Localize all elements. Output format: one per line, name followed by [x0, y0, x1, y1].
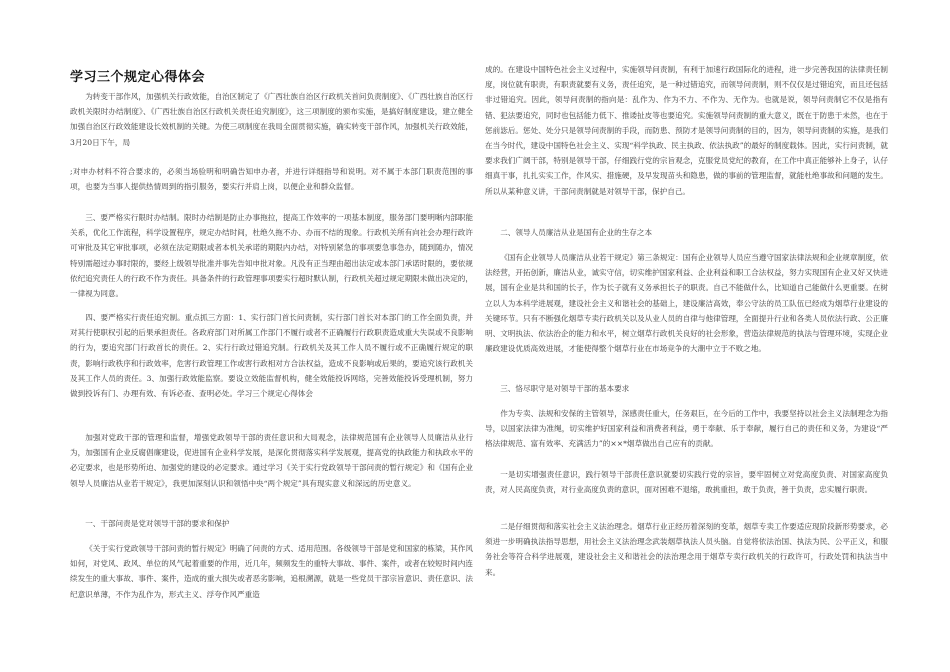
body-paragraph: 一是切实增强责任意识，践行领导干部责任意识就要切实践行党的宗旨，要牢固树立对党高度负责、对国家高度负责，对人民高度负责，对行业高度负责的意识，面对困难不退缩，敢挑重担，敢于负责，善于负责，忠实履行职责。 — [485, 470, 888, 495]
section-4-paragraph: 四、要严格实行责任追究制。重点抓三方面：1、实行部门首长问责制，实行部门首长对本部门的工作全面负责，并对其行使职权引起的后果承担责任。各政府部门对所属工作部门不履行或者不正确履行行政职责造成重大失误或不良影响的行为，要追究部门行政首长的责任。2、实行行政过错追究制。行政机关及其工作人员不履行或不正确履行规定的职责，影响行政秩序和行政效率，危害行政管理工作或害行政相对方合法权益，造成不良影响或后果的，要追究该行政机关及其工作人员的责任。3、加强行政效能监察。要设立效能监督机构，健全效能投诉网络，完善效能投诉受理机制，努力做到投诉有门、办理有效、有诉必查、查明必处。学习三个规定心得体会 — [70, 313, 473, 399]
document-title: 学习三个规定心得体会 — [70, 70, 206, 85]
section-heading-2: 二、领导人员廉洁从业是国有企业的生存之本 — [500, 228, 653, 237]
body-paragraph: 成的。在建设中国特色社会主义过程中，实施领导问责制，有利于加速行政国际化的进程，进一步完善我国的法律责任制度，岗位就有职责，有职责就要有义务，责任追究，是一种过错追究，而领导问责制，则不仅仅是过错追究，而且还包括非过错追究。因此，领导问责制的指向是：乱作为、作为不力、不作为、无作为。也就是说，领导问责制它不仅是指有错、犯法要追究，同时也包括能力低下、推诿扯皮等也要追究。实施领导问责制的重大意义，既在于防患于未然，也在于惩前毖后。惩处、处分只是领导问责制的手段，而防患、预防才是领导问责制的目的，因为，领导问责制的实施，是我们在当今时代，建设中国特色社会主义、实现“科学执政、民主执政、依法执政”的最好的制度载体。因此，实行问责制，就要求我们广阔干部，特别是领导干部，仔细践行党的宗旨观念，克服党员党纪的教育，在工作中真正能够补上身子，认仔细真干事，扎扎实实工作，作风实、措施硬，及早发现苗头和隐患，做的事前的管理监督，就能杜绝事故和问题的发生。所以从某种意义讲，干部问责制就是对领导干部，保护自己。 — [485, 65, 888, 196]
body-paragraph: 《关于实行党政领导干部问责的暂行规定》明确了问责的方式、适用范围。各级领导干部是党和国家的栋梁，其作风如何，对党风、政风、单位的风气起着重要的作用，近几年，频频发生的重特大事故、事件、案件，或者在较短时间内连续发生的重大事故、事件、案件，造成的重大损失或者恶劣影响，追根溯源，就是一些党员干部宗旨意识、责任意识、法纪意识单薄，不作为乱作为，形式主义、浮夸作风严重造 — [70, 544, 473, 599]
body-paragraph: 《国有企业领导人员廉洁从业若干规定》第三条规定：国有企业领导人员应当遵守国家法律法规和企业规章制度，依法经营，开拓创新，廉洁从业，诚实守信，切实维护国家利益、企业利益和职工合法权益，努力实现国有企业又好又快进展，国有企业是共和国的长子，作为长子就有义务承担长子的职责。自己不能做什么，比知道自己能做什么更重要。在树立以人为本科学进展观，建设社会主义和谐社会的基础上，建设廉洁高效，奉公守法的员工队伍已经成为烟草行业建设的关键环节。只有不断强化烟草专卖行政机关以及从业人员的自律与他律管理，全面提升行业和各类人员依法行政、公正廉明、文明执法、依法治企的能力和水平，树立烟草行政机关良好的社会形象，营造法律规范的执法与管理环境，实现企业廉政建设优质高效进展，才能使得整个烟草行业在市场竞争的大潮中立于不败之地。 — [485, 253, 888, 354]
intro-paragraph: 为转变干部作风，加强机关行政效能，自治区制定了《广西壮族自治区行政机关首问负责制度》、《广西壮族自治区行政机关限时办结制度》、《广西壮族自治区行政机关责任追究制度》，这三项制度的颁布实施，是搞好制度建设，建立健全加强自治区行政效能建设长效机制的关键。为使三项制度在我局全面贯彻实施，确实转变干部作风，加强机关行政效能，3月20日下午，局 — [70, 92, 473, 147]
section-3-paragraph: 三、要严格实行限时办结制。限时办结制是防止办事拖拉，提高工作效率的一项基本制度，服务部门要明晰内部职能关系，优化工作流程，科学设置程序，规定办结时间，杜绝久拖不办、办而不结的现象。行政机关所有向社会办理行政许可审批及其它审批事项，必须在法定期限或者本机关承诺的期限内办结，对特别紧急的事项要急事急办，随到随办，情况特别需超过办事时限的，要经上级领导批准并事先告知申批对象。凡没有正当理由超出法定或本部门承诺时限的，要依规依纪追究责任人的行政不作为责任。具备条件的行政管理事项要实行超时默认制，行政机关超过规定期限未做出决定的，一律视为同意。 — [70, 213, 473, 299]
body-paragraph: 作为专卖、法规和安保的主管领导，深感责任重大，任务艰巨，在今后的工作中，我要坚持以社会主义法制理念为指导，以国家法律为准绳，切实维护好国家利益和消费者利益，勇于奉献、乐于奉献，履行自己的责任和义务，为建设“严格法律规范、富有效率、充满活力”的××*烟草做出自己应有的贡献。 — [485, 409, 888, 449]
body-paragraph: 二是仔细贯彻和落实社会主义法治理念。烟草行业正经历着深刻的变革，烟草专卖工作要适应现阶段新形势要求，必须进一步明确执法指导思想，用社会主义法治理念武装烟草执法人员头脑。自觉将依法治国、执法为民、公平正义，和服务社会等符合科学进展观，建设社会主义和谐社会的法治理念用于烟草专卖行政机关的行政许可，行政处罚和执法当中来。 — [485, 522, 888, 577]
body-paragraph: ;对申办材料不符合要求的，必须当场验明和明确告知申办者，并进行详细指导和说明。对不属于本部门职责范围的事项，也要为当事人提供热情周到的指引服务，要实行并肩上岗，以便企业和群众监督。 — [70, 167, 473, 192]
section-heading-3: 三、恪尽职守是对领导干部的基本要求 — [500, 384, 630, 393]
body-paragraph: 加强对党政干部的管理和监督，增强党政领导干部的责任意识和大局观念，法律规范国有企业领导人员廉洁从业行为，加强国有企业反腐倡廉建设，促进国有企业科学发展，是深化贯彻落实科学发展观，提高党的执政能力和执政水平的必定要求，也是形势所迫、加强党的建设的必定要求。通过学习《关于实行党政领导干部问责的暂行规定》和《国有企业领导人员廉洁从业若干规定》，我更加深刻认识和领悟中央“两个规定”具有现实意义和深远的历史意义。 — [70, 433, 473, 488]
section-heading-1: 一、干部问责是党对领导干部的要求和保护 — [85, 519, 230, 528]
